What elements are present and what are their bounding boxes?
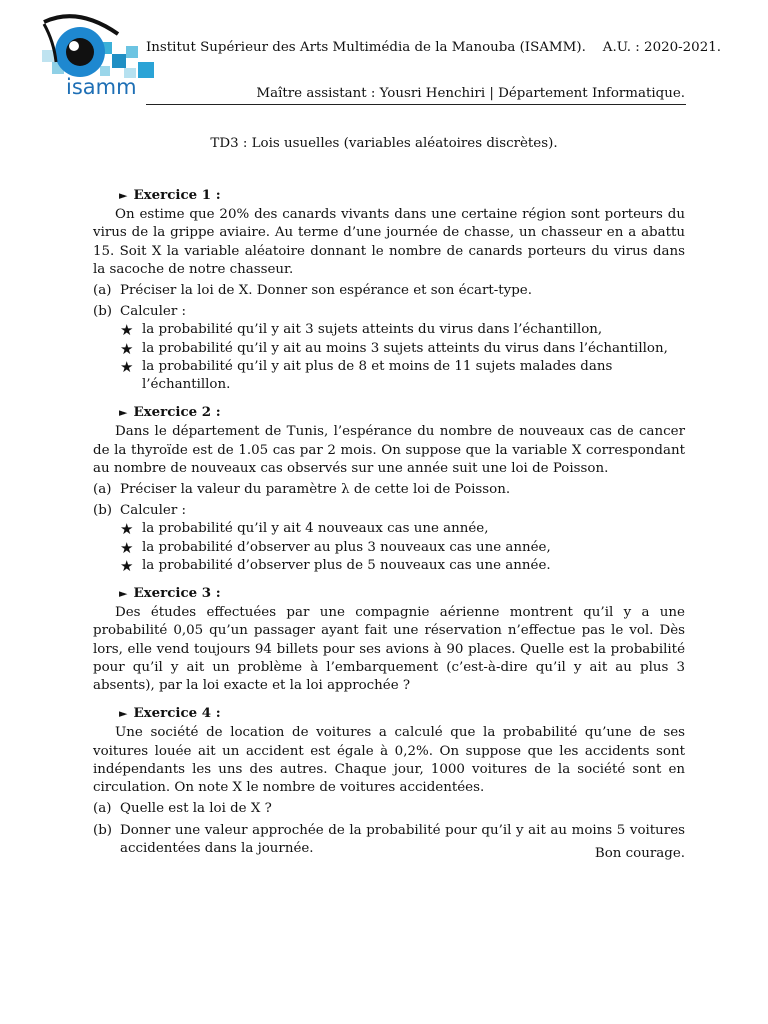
document-title: TD3 : Lois usuelles (variables aléatoires discrètes). [210, 136, 558, 151]
list-item: ★ la probabilité qu’il y ait au moins 3 sujets atteints du virus dans l’échantillon, [120, 339, 668, 358]
exercise-1-text: On estime que 20% des canards vivants dans une certaine région sont porteurs du virus de la grippe aviaire. Au terme d’une journée de chasse, un chasseur en a abattu 15. Soit X la variable aléatoire donnant le nombre de canards porteurs du virus dans la sacoche de notre chasseur. [93, 207, 685, 277]
exercise-4-text: Une société de location de voitures a calculé que la probabilité qu’une de ses voitures louée ait un accident est égale à 0,2%. On suppose que les accidents sont indépendants les uns des autres. Chaque jour, 1000 voitures de la société sont en circulation. On note X le nombre de voitures accidentées. [93, 725, 685, 796]
list-item: ★ la probabilité qu’il y ait 3 sujets atteints du virus dans l’échantillon, [120, 321, 603, 340]
exercise-1-sublist [120, 321, 685, 394]
closing-note: Bon courage. [594, 846, 685, 861]
exercise-2-heading: ► Exercice 2 : [119, 404, 221, 421]
exercise-1-item-a: (a) Préciser la loi de X. Donner son espérance et son écart-type. [93, 283, 532, 299]
list-item: ★ la probabilité qu’il y ait plus de 8 et moins de 11 sujets malades dans l’échantillon. [120, 358, 685, 394]
star-bullet-icon: ★ [120, 357, 134, 376]
header-institute-line [146, 40, 721, 55]
exercise-1-item-b: (b) Calculer : [93, 304, 187, 320]
exercise-2-item-b: (b) Calculer : [93, 503, 187, 519]
academic-year: A.U. : 2020-2021. [602, 40, 721, 55]
eye-logo-icon [38, 12, 160, 98]
triangle-bullet-icon: ► [119, 707, 128, 721]
exercises [93, 186, 685, 858]
isamm-logo [38, 12, 160, 98]
exercise-4-item-b: (b) Donner une valeur approchée de la probabilité pour qu’il y ait au moins 5 voitures accidentées dans la journée. [93, 822, 685, 856]
exercise-4-heading: ► Exercice 4 : [119, 705, 221, 722]
exercise-4-item-a: (a) Quelle est la loi de X ? [93, 801, 272, 817]
institute-name: Institut Supérieur des Arts Multimédia de la Manouba (ISAMM). [146, 40, 586, 55]
exercise-2-item-a: (a) Préciser la valeur du paramètre λ de cette loi de Poisson. [93, 482, 511, 498]
list-item: ★ la probabilité qu’il y ait 4 nouveaux cas une année, [120, 520, 489, 539]
star-bullet-icon: ★ [120, 520, 134, 539]
list-item: ★ la probabilité d’observer au plus 3 nouveaux cas une année, [120, 538, 551, 557]
triangle-bullet-icon: ► [119, 189, 128, 202]
exercise-3-text: Des études effectuées par une compagnie aérienne montrent qu’il y a une probabilité 0,05 qu’un passager ayant fait une réservation n’effectue pas le vol. Dès lors, elle vend toujours 94 billets pour ses avions à 90 places. Quelle est la probabilité pour qu’il y ait un problème à l’embarquement (c’est-à-dire qu’il y ait au plus 3 absents), par la loi exacte et la loi approchée ? [93, 605, 685, 694]
star-bullet-icon: ★ [120, 556, 134, 575]
star-bullet-icon: ★ [120, 538, 134, 557]
star-bullet-icon: ★ [120, 321, 134, 340]
exercise-1-heading: ► Exercice 1 : [119, 187, 221, 203]
svg-text:isamm: isamm [66, 75, 137, 98]
list-item: ★ la probabilité d’observer plus de 5 nouveaux cas une année. [120, 556, 551, 575]
exercise-2-sublist [120, 520, 685, 575]
triangle-bullet-icon: ► [119, 587, 128, 601]
star-bullet-icon: ★ [120, 339, 134, 358]
exercise-2-text: Dans le département de Tunis, l’espérance du nombre de nouveaux cas de cancer de la thyroïde est de 1.05 cas par 2 mois. On suppose que la variable X correspondant au nombre de nouveaux cas observés sur une année suit une loi de Poisson. [93, 424, 685, 476]
exercise-3-heading: ► Exercice 3 : [119, 585, 221, 602]
triangle-bullet-icon: ► [119, 406, 128, 420]
header-rule [146, 104, 686, 105]
teacher-department: Maître assistant : Yousri Henchiri | Département Informatique. [256, 86, 685, 101]
